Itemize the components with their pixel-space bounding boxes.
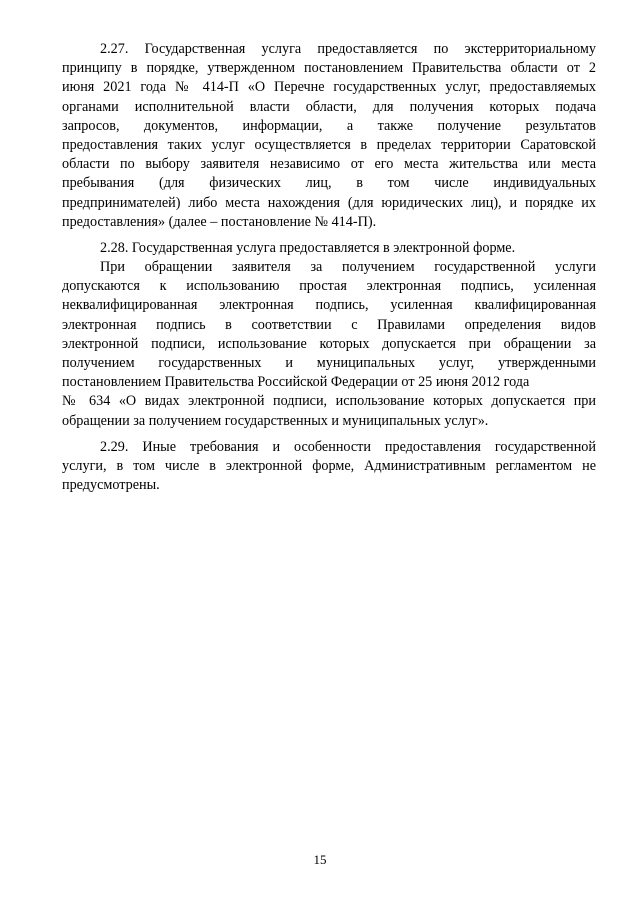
- text-line: получением государственных и муниципальных услуг, утвержденными: [62, 355, 596, 371]
- text-line: области по выбору заявителя независимо от его места жительства или места: [62, 156, 596, 173]
- text-line: предоставления» (далее – постановление № 414-П).: [62, 213, 377, 230]
- text-line: июня 2021 года № 414-П «О Перечне государственных услуг, предоставляемых: [62, 79, 596, 96]
- text-line: запросов, документов, информации, а также получение результатов: [62, 117, 596, 134]
- document-body: [62, 40, 596, 495]
- text-line: № 634 «О видах электронной подписи, использование которых допускается при: [62, 393, 596, 410]
- text-line: 2.29. Иные требования и особенности предоставления государственной: [100, 438, 596, 455]
- text-line: постановлением Правительства Российской Федерации от 25 июня 2012 года: [62, 374, 530, 391]
- text-line: неквалифицированная электронная подпись, усиленная квалифицированная: [62, 297, 596, 314]
- text-line: принципу в порядке, утвержденном постановлением Правительства области от 2: [62, 60, 596, 77]
- text-line: 2.27. Государственная услуга предоставляется по экстерриториальному: [100, 41, 596, 57]
- text-line: предпринимателей) либо места нахождения (для юридических лиц), и порядке их: [62, 194, 596, 211]
- text-line: услуги, в том числе в электронной форме, Административным регламентом не: [62, 457, 596, 474]
- text-line: электронной подписи, использование которых допускается при обращении за: [62, 335, 596, 352]
- text-line: электронная подпись в соответствии с Правилами определения видов: [62, 316, 596, 333]
- text-line: обращении за получением государственных и муниципальных услуг».: [62, 412, 489, 429]
- text-line: 2.28. Государственная услуга предоставляется в электронной форме.: [100, 239, 516, 256]
- text-line: При обращении заявителя за получением государственной услуги: [100, 259, 596, 276]
- text-line: предоставления таких услуг осуществляется в пределах территории Саратовской: [62, 136, 596, 153]
- text-line: допускаются к использованию простая электронная подпись, усиленная: [62, 278, 596, 295]
- text-line: пребывания (для физических лиц, в том числе индивидуальных: [62, 175, 596, 192]
- page-number: 15: [313, 852, 327, 867]
- text-line: предусмотрены.: [62, 477, 160, 494]
- paragraph-2-28-continuation: [62, 258, 596, 431]
- paragraph-2-27: [62, 40, 596, 232]
- paragraph-2-28: [62, 239, 596, 258]
- paragraph-2-29: [62, 438, 596, 496]
- text-line: органами исполнительной власти области, для получения которых подача: [62, 98, 596, 115]
